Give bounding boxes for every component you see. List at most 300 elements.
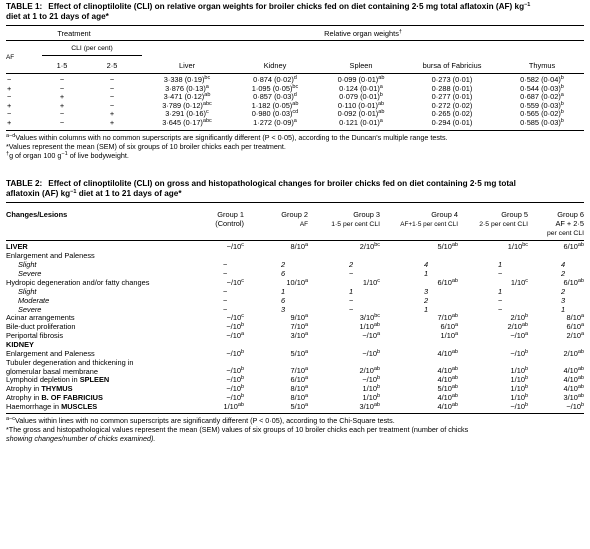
table2-cell-denominator: 10 [516, 331, 525, 341]
table2-cell-count: 2 [560, 268, 566, 278]
table2-cell-sup: a [304, 242, 308, 249]
table2-row-label-text: Lymphoid depletion in [6, 375, 80, 385]
table2-cell-sup: a [304, 401, 308, 408]
table2-cell-slash: / [441, 401, 444, 411]
table2-cell-sup: a [304, 384, 308, 391]
table2-cell-sup: ab [451, 384, 458, 391]
table2-cell-numerator: 5 [437, 384, 442, 394]
table2-cell-slash: / [230, 322, 233, 332]
table2-cell-sup: a [304, 366, 308, 373]
table2-cell [380, 403, 458, 412]
table2-cell-sup: a [304, 331, 308, 338]
table1-bottom-rule [6, 130, 584, 131]
table2-cell-numerator: 6 [437, 277, 442, 287]
table1-footnote-3-sup2: −1 [61, 150, 68, 157]
table2-cell-numerator: 10 [286, 277, 295, 287]
table2-cell-denominator: 10 [569, 349, 578, 359]
table2-cell-denominator: 10 [233, 277, 242, 287]
table2-row [6, 359, 584, 376]
table2-cell-slash: / [567, 375, 570, 385]
table1-footnote-1-text: Values within columns with no common superscripts are significantly different (P < 0·05), according to the Duncan's multiple range tests. [15, 132, 448, 142]
table2-row-label-text: LIVER [6, 242, 28, 252]
table2-cell-sup: ab [577, 242, 584, 249]
table2-cell-count: 4 [560, 259, 566, 269]
table2-cell-numerator: − [362, 375, 367, 385]
table1-value-text: 0·559 (0·03) [520, 100, 561, 110]
table2-bottom-rule [6, 413, 584, 414]
table2-cell-denominator: 10 [443, 401, 452, 411]
table2-cell-slash: / [294, 401, 297, 411]
table2-cell [528, 359, 584, 376]
table2-row-label-text: Enlargement and Paleness [6, 251, 95, 261]
table2-cell-count: 3 [560, 295, 566, 305]
table2-row-label-text: Hydropic degeneration and/or fatty changes [6, 277, 150, 287]
table2-cell-denominator: 10 [569, 366, 578, 376]
table2-cell-slash: / [514, 392, 517, 402]
table2-cell-slash: / [511, 242, 514, 252]
table1-value-text: 3·291 (0·16) [165, 109, 206, 119]
table1-title [6, 2, 584, 22]
table2-row-label-text: Atrophy in [6, 392, 42, 402]
table2-group-1-sub: (Control) [215, 219, 244, 229]
table2-group-2-name: Group 2 [281, 210, 308, 220]
table2-footnotes [6, 416, 584, 444]
table2-cell-denominator: 10 [229, 401, 238, 411]
table2-cell-count: 2 [560, 286, 566, 296]
table2-cell-denominator: 10 [569, 375, 578, 385]
table2-cell-denominator: 10 [569, 392, 578, 402]
table2-cell [458, 332, 528, 341]
table2-cell [308, 359, 380, 376]
table1-header [6, 29, 584, 70]
table1-value-sup: ab [378, 75, 385, 81]
table2-cell-denominator: 10 [516, 375, 525, 385]
table2-cell-denominator: 10 [296, 313, 305, 323]
table2-cell [458, 350, 528, 359]
table1-value-text: 3·645 (0·17) [162, 117, 203, 127]
table2-cell-sup: b [524, 392, 528, 399]
table1-cell-af: + [7, 83, 12, 93]
table2-cell [458, 279, 528, 288]
table2-cell-denominator: 10 [296, 277, 305, 287]
table1-footnote-1 [6, 133, 584, 142]
table2-cell-numerator: 4 [437, 366, 442, 376]
table2-cell-count: − [497, 304, 503, 314]
table2-cell-sup: c [377, 277, 380, 284]
table2-row-label-line2: glomerular basal membrane [6, 366, 99, 376]
table1-value-sup: a [379, 117, 383, 124]
table2-cell-slash: / [441, 313, 444, 323]
table2-cell [192, 403, 244, 412]
table2-cell-denominator: 10 [368, 392, 377, 402]
table2-cell-sup: ab [577, 384, 584, 391]
table2-cell-denominator: 10 [296, 366, 305, 376]
table2-cell-slash: / [441, 349, 444, 359]
table2-cell [458, 261, 528, 270]
table2-cell-numerator: 3 [290, 331, 295, 341]
table2-cell-numerator: 1 [362, 392, 367, 402]
table1-value-sup: b [560, 83, 564, 90]
table2-cell-numerator: 5 [290, 401, 295, 411]
table2-cell-denominator: 10 [446, 331, 455, 341]
table2-group-3 [308, 210, 380, 238]
table2-row-label-text: Acinar arrangements [6, 313, 75, 323]
table2-cell-denominator: 10 [443, 375, 452, 385]
table2-cell-numerator: 8 [566, 313, 571, 323]
table2-cell [458, 288, 528, 297]
table2-cell-slash: / [441, 375, 444, 385]
table2-cell-numerator: − [226, 375, 231, 385]
table1-header-organ-sup: † [398, 29, 402, 35]
table2-cell-slash: / [363, 401, 366, 411]
table2-cell [380, 359, 458, 376]
table2-cell-count: − [222, 304, 228, 314]
table2-row-label-text: Slight [18, 259, 37, 269]
table2-top-rule [6, 202, 584, 203]
table2-cell-sup: ab [451, 242, 458, 249]
table2-cell-denominator: 10 [232, 331, 241, 341]
table2-cell-slash: / [363, 313, 366, 323]
table2-cell-denominator: 10 [232, 375, 241, 385]
table2-cell [192, 288, 244, 297]
table1-value-text: 0·288 (0·01) [431, 83, 473, 93]
table2-cell-slash: / [294, 313, 297, 323]
table2-cell-numerator: 1 [362, 277, 367, 287]
table2-cell-sup: ab [451, 313, 458, 320]
table2-cell-sup: ab [451, 401, 458, 408]
table1-label: TABLE 1: [6, 2, 43, 11]
table1-value-sup: c [205, 109, 209, 116]
table1-value-text: 0·294 (0·01) [431, 117, 473, 127]
table2-cell-sup: a [240, 331, 244, 338]
table1-cell-c2: − [109, 100, 115, 110]
table2-group-6 [528, 210, 584, 238]
table2-cell-slash: / [441, 392, 444, 402]
table2-title-line2: aflatoxin (AF) kg [6, 189, 71, 199]
table1-value-sup: a [205, 83, 209, 90]
table1-cell-c2: − [109, 75, 115, 84]
table2-cell [244, 279, 308, 288]
table2-group-1-name: Group 1 [217, 210, 244, 220]
table1-value-text: 0·582 (0·04) [520, 75, 561, 84]
table2-cell-numerator: 1 [510, 277, 515, 287]
table2-cell-count: − [222, 268, 228, 278]
table2-title-end: diet at 1 to 21 days of age* [76, 189, 182, 199]
table1-cell-af: − [7, 109, 12, 119]
table2-cell-sup: a [524, 331, 528, 338]
table2-cell-numerator: 7 [290, 322, 295, 332]
table1-cell-af: + [7, 100, 12, 110]
table2-cell [458, 403, 528, 412]
table2-cell-denominator: 10 [296, 392, 305, 402]
table1-value-sup: abc [202, 100, 212, 107]
table1-title-line2: diet at 1 to 21 days of age* [6, 12, 109, 21]
table2-cell [380, 252, 458, 261]
table2-group-6-sub2: per cent CLI [546, 230, 584, 238]
table2-cell-numerator: 6 [290, 375, 295, 385]
table2-cell-denominator: 10 [296, 322, 305, 332]
table2-cell-denominator: 10 [572, 313, 581, 323]
table2-cell-denominator: 10 [516, 401, 525, 411]
table2-cell-count: 1 [560, 304, 566, 314]
table2-cell-slash: / [567, 242, 570, 252]
table2-cell-count: − [348, 268, 354, 278]
table2-cell-count: 1 [423, 304, 429, 314]
table2-body [6, 243, 584, 412]
table1-header-cli-a: 1·5 [56, 61, 68, 70]
table2-cell-sup: a [304, 277, 308, 284]
table1-value-sup: a [560, 92, 564, 99]
table2-cell-slash: / [567, 384, 570, 394]
table2-cell-slash: / [230, 242, 234, 252]
table2-cell-denominator: 10 [368, 375, 377, 385]
table2-cell-denominator: 10 [569, 384, 578, 394]
table2-header-rule [6, 240, 584, 241]
table2-cell-count: 1 [497, 259, 503, 269]
table2-cell-count: − [222, 286, 228, 296]
table2-cell-numerator: 2 [507, 322, 512, 332]
table2-cell [192, 252, 244, 261]
table2-row-label [6, 403, 192, 412]
table1-value-sup: a [379, 83, 383, 90]
table1-footnote-2: *Values represent the mean (SEM) of six groups of 10 broiler chicks each per treatment. [6, 141, 286, 151]
table1-header-cli: CLI (per cent) [42, 41, 142, 56]
table2-cell-sup: a [304, 313, 308, 320]
table1-row [6, 119, 584, 128]
table1-footnote-3-sup: † [6, 150, 10, 157]
table2-cell-numerator: 4 [563, 375, 568, 385]
table1-value-text: 0·874 (0·02) [253, 75, 294, 84]
table2-cell-denominator: 10 [443, 242, 452, 252]
table2-cell-sup: bc [374, 242, 380, 249]
table1-header-treatment: Treatment [6, 29, 142, 41]
table2-cell [244, 350, 308, 359]
table2-cell-sup: c [241, 313, 244, 320]
table1-cell-value [500, 119, 584, 128]
table2-row-label-text: Tubuler degeneration and thickening in [6, 357, 134, 367]
table2-title-text: Effect of clinoptilolite (CLI) on gross and histopathological changes for broiler chicks fed on diet containing 2·5 mg total [48, 179, 516, 189]
table1-value-sup: a [293, 117, 297, 124]
table2-cell-slash: / [570, 401, 573, 411]
table2-cell [380, 243, 458, 252]
table2-cell-slash: / [230, 331, 233, 341]
table1-cell-c2: − [109, 92, 115, 102]
table1-value-text: 0·121 (0·01) [339, 117, 380, 127]
table2-cell-sup: b [240, 322, 244, 329]
table2-cell-count: 6 [280, 268, 286, 278]
table2-cell [308, 243, 380, 252]
table2-cell-denominator: 10 [365, 322, 374, 332]
table2-cell [380, 261, 458, 270]
table2-cell-numerator: 1 [359, 322, 364, 332]
table1-cell-c1: − [59, 83, 65, 93]
table2-cell [380, 297, 458, 306]
table2-cell [192, 350, 244, 359]
table1-value-sup: b [379, 92, 383, 99]
table2-cell-numerator: − [566, 401, 571, 411]
table1-value-sup: b [560, 109, 564, 116]
table2-cell-slash: / [514, 384, 517, 394]
table2-cell [308, 279, 380, 288]
table2-cell [528, 297, 584, 306]
table2-cell-denominator: 10 [443, 392, 452, 402]
table2-cell-slash: / [366, 331, 369, 341]
table1-title-sup: −1 [524, 2, 531, 8]
document-page [6, 2, 584, 443]
table2-cell-denominator: 10 [516, 349, 525, 359]
table2-cell-denominator: 10 [513, 242, 523, 252]
table1-value-sup: ab [204, 92, 211, 99]
table2-cell-sup: ab [577, 366, 584, 373]
table2-cell-slash: / [441, 384, 444, 394]
table2-cell [244, 359, 308, 376]
table2-row-label-text: Atrophy in [6, 384, 42, 394]
table1-value-sup: ab [292, 100, 299, 107]
table2-cell [380, 332, 458, 341]
table2-cell-sup: ab [521, 322, 528, 329]
table1-cell-c2: + [109, 109, 115, 119]
table2-cell [458, 252, 528, 261]
table1-header-organ-text: Relative organ weights [324, 29, 399, 38]
table2-cell-denominator: 10 [446, 322, 455, 332]
table1-col-thymus: Thymus [528, 60, 556, 70]
table2-cell [244, 403, 308, 412]
table2-cell-numerator: 1 [510, 375, 515, 385]
table1-value-sup: abc [202, 117, 212, 124]
table1-value-sup: b [560, 75, 564, 81]
table2-row-label-bold: THYMUS [41, 384, 73, 394]
table2-cell [192, 332, 244, 341]
table2-cell-numerator: 2 [359, 242, 364, 252]
table2-cell-slash: / [366, 384, 369, 394]
table2-row-label-text: Enlargement and Paleness [6, 349, 95, 359]
table1-cell-af: + [7, 117, 12, 127]
table2-cell-numerator: 8 [290, 242, 295, 252]
table2-cell-denominator: 10 [572, 331, 581, 341]
table1-cell-c1: + [59, 92, 65, 102]
table2-cell-numerator: − [362, 331, 367, 341]
table2-cell-sup: b [524, 375, 528, 382]
table2-cell-slash: / [567, 392, 570, 402]
table2-group-6-sub: AF + 2·5 [555, 219, 584, 229]
table2-footnote-3: showing changes/number of chicks examined). [6, 434, 156, 444]
table1-value-text: 0·544 (0·03) [520, 83, 561, 93]
table2-cell-sup: b [240, 366, 244, 373]
table2-cell-count: 2 [348, 259, 354, 269]
table2-cell [308, 297, 380, 306]
table2-cell-numerator: − [362, 349, 367, 359]
table2-cell-denominator: 10 [365, 366, 374, 376]
table1-cell-c2: + [109, 117, 115, 127]
table2-cell-denominator: 10 [232, 322, 241, 332]
table2-cell-sup: a [304, 349, 308, 356]
table2-cell-denominator: 10 [443, 313, 452, 323]
table2-cell-numerator: − [226, 242, 231, 252]
table2-cell-numerator: − [510, 401, 515, 411]
table2-cell-numerator: 1 [510, 366, 515, 376]
table2-cell-numerator: − [226, 331, 231, 341]
table2-group-5 [458, 210, 528, 238]
table2-cell-numerator: 1 [510, 384, 515, 394]
table2-cell-slash: / [294, 384, 297, 394]
table2-cell-slash: / [567, 349, 570, 359]
table1-value-text: 1·272 (0·09) [253, 117, 294, 127]
table1-value-text: 0·124 (0·01) [339, 83, 380, 93]
table2-cell-slash: / [230, 277, 234, 287]
table1-footnote-1-sup: a−d [6, 132, 16, 139]
table2-cell-numerator: 3 [563, 392, 568, 402]
table2-cell-denominator: 10 [233, 313, 242, 323]
table2-cell-sup: ab [451, 366, 458, 373]
table2-cell-denominator: 10 [232, 384, 241, 394]
table2-cell-denominator: 10 [296, 349, 305, 359]
table2-group-4-name: Group 4 [431, 210, 458, 220]
table2-cell-slash: / [570, 313, 573, 323]
table2-cell-slash: / [230, 349, 233, 359]
table2-group-2-sub: AF [299, 221, 308, 229]
table2-header [6, 210, 584, 238]
table2-title-sup: −1 [70, 189, 77, 196]
table2-row-label-text: Periportal fibrosis [6, 331, 64, 341]
table2-cell-denominator: 10 [443, 277, 452, 287]
table2-cell [308, 261, 380, 270]
table1-value-text: 0·687 (0·02) [520, 92, 561, 102]
table1-value-sup: b [560, 117, 564, 124]
table1-value-sup: d [293, 92, 297, 99]
table2-cell-count: − [497, 268, 503, 278]
table1-value-text: 0·273 (0·01) [431, 75, 473, 84]
table1-value-text: 3·471 (0·12) [163, 92, 205, 102]
table1-value-text: 0·585 (0·03) [520, 117, 561, 127]
table2-cell-sup: ab [451, 392, 458, 399]
table2-cell-sup: a [454, 331, 458, 338]
table2-cell-denominator: 10 [368, 384, 377, 394]
table2-cell [528, 403, 584, 412]
table1-top-rule [6, 25, 584, 26]
table1-value-text: 0·092 (0·01) [337, 109, 379, 119]
table2-cell-slash: / [294, 331, 297, 341]
table2-group-6-name: Group 6 [557, 210, 584, 220]
table1-col-spleen: Spleen [349, 60, 373, 70]
table2-cell-slash: / [514, 349, 517, 359]
table2-cell-numerator: 1 [510, 392, 515, 402]
table2-group-3-sub: 1·5 per cent CLI [331, 221, 380, 229]
table2-cell-numerator: 3 [359, 313, 364, 323]
table2-cell-count: − [348, 295, 354, 305]
table2-cell-denominator: 10 [517, 277, 526, 287]
table2-cell-numerator: 2 [566, 331, 571, 341]
table2-cell-denominator: 10 [232, 366, 241, 376]
table2-cell-sup: a [580, 322, 584, 329]
table2-cell-numerator: − [226, 313, 231, 323]
table1-col-bursa: bursa of Fabricius [422, 60, 482, 70]
table2-cell-denominator: 10 [368, 331, 377, 341]
table2-cell [244, 297, 308, 306]
table2-cell [528, 288, 584, 297]
table2-cell-sup: b [240, 384, 244, 391]
table2-cell-sup: bc [522, 242, 528, 249]
table2-cell [192, 297, 244, 306]
table2-cell [380, 288, 458, 297]
table2-cell-slash: / [511, 322, 514, 332]
table2-cell-sup: b [524, 401, 528, 408]
table2-cell-slash: / [514, 313, 517, 323]
table2-cell-sup: a [580, 331, 584, 338]
table2-cell-sup: ab [451, 375, 458, 382]
table2-cell-numerator: − [226, 349, 231, 359]
table2-cell-denominator: 10 [443, 384, 452, 394]
table2-cell-slash: / [230, 384, 233, 394]
